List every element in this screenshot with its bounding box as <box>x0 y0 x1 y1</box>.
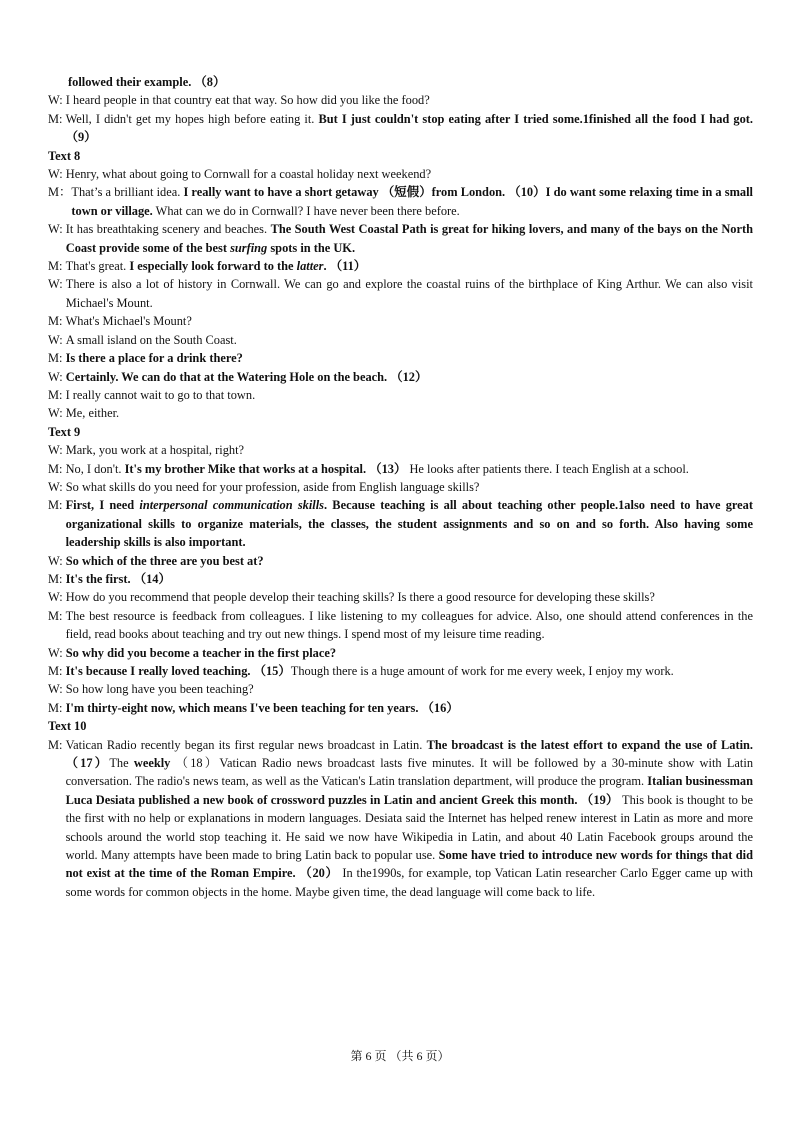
dialogue-line <box>48 110 753 147</box>
dialogue-line <box>48 165 753 183</box>
utterance-text <box>66 570 753 588</box>
transcript-text: That's great. <box>65 259 130 274</box>
answer-text: Certainly. We can do that at the Watering Hole on the beach. （12） <box>65 369 428 384</box>
transcript-text: Text 9 <box>48 424 81 439</box>
utterance-text <box>66 662 753 680</box>
utterance-text <box>66 478 753 496</box>
speaker-label: W: <box>48 406 66 421</box>
utterance-text <box>66 91 753 109</box>
answer-text: The broadcast is the latest effort to expand the use of Latin. （17） <box>65 737 754 771</box>
transcript-text: Me, either. <box>65 406 120 421</box>
speaker-label: M: <box>48 351 66 366</box>
dialogue-line <box>48 552 753 570</box>
speaker-label: M: <box>48 259 66 274</box>
speaker-label: W: <box>48 93 66 108</box>
dialogue-line <box>48 699 753 717</box>
speaker-label: W: <box>48 645 66 660</box>
dialogue-line <box>48 736 753 902</box>
utterance-text <box>66 312 753 330</box>
transcript-page <box>48 73 753 901</box>
dialogue-line <box>48 349 753 367</box>
speaker-label: M: <box>48 571 66 586</box>
utterance-text <box>66 220 753 257</box>
speaker-label: W: <box>48 553 66 568</box>
answer-text <box>139 498 324 512</box>
speaker-label: W: <box>48 682 66 697</box>
utterance-text <box>71 183 753 220</box>
section-heading <box>48 717 753 735</box>
answer-text: I especially look forward to the <box>129 259 297 274</box>
dialogue-line <box>48 331 753 349</box>
utterance-text <box>66 165 753 183</box>
answer-text: Italian businessman Luca Desiata published a new book of crossword puzzles in Latin and ancient Greek this month. （19） <box>65 774 753 807</box>
answer-text: It's because I really loved teaching. （15） <box>65 664 291 678</box>
utterance-text <box>66 699 753 717</box>
dialogue-line <box>48 441 753 459</box>
transcript-text: Though there is a huge amount of work for me every week, I enjoy my work. <box>290 664 674 678</box>
answer-text: followed their example. （8） <box>68 75 226 89</box>
transcript-text: It has breathtaking scenery and beaches. <box>65 222 271 237</box>
utterance-text <box>66 588 753 606</box>
dialogue-line <box>48 257 753 275</box>
answer-text: So which of the three are you best at? <box>65 553 264 568</box>
speaker-label: M: <box>48 664 66 678</box>
utterance-text <box>66 680 753 698</box>
dialogue-line <box>48 460 753 478</box>
transcript-text: （18）Vatican Radio news broadcast lasts five minutes. It will be followed by a 30-minute show with Latin conversation. The radio's news team, as well as the Vatican's Latin translation department, will produce the program. <box>65 756 754 789</box>
dialogue-line <box>48 607 753 644</box>
utterance-text <box>66 257 753 275</box>
continued-line <box>48 73 753 91</box>
answer-text <box>230 241 267 255</box>
transcript-text: The <box>109 756 134 771</box>
transcript-text: So how long have you been teaching? <box>65 682 254 697</box>
answer-text: spots in the UK. <box>267 240 356 255</box>
speaker-label: W: <box>48 590 66 605</box>
speaker-label: M: <box>48 498 66 513</box>
dialogue-line <box>48 183 753 220</box>
speaker-label: W: <box>48 443 66 458</box>
dialogue-line <box>48 386 753 404</box>
answer-text: . （11） <box>323 259 367 274</box>
utterance-text <box>66 368 753 386</box>
speaker-label: M: <box>48 737 66 752</box>
section-heading <box>48 147 753 165</box>
transcript-text: A small island on the South Coast. <box>65 332 237 347</box>
dialogue-line <box>48 496 753 551</box>
transcript-text: There is also a lot of history in Cornwall. We can go and explore the coastal ruins of the birthplace of King Arthur. We can also visit Michael's Mount. <box>65 277 753 310</box>
dialogue-line <box>48 644 753 662</box>
answer-text: Is there a place for a drink there? <box>65 351 243 366</box>
transcript-text: I really cannot wait to go to that town. <box>65 387 256 402</box>
dialogue-line <box>48 368 753 386</box>
transcript-text: Vatican Radio recently began its first regular news broadcast in Latin. <box>65 737 427 752</box>
dialogue-line <box>48 680 753 698</box>
dialogue-line <box>48 588 753 606</box>
transcript-text: That’s a brilliant idea. <box>71 185 184 200</box>
italic-text: surfing <box>230 240 268 255</box>
transcript-text: Well, I didn't get my hopes high before eating it. <box>65 111 319 126</box>
page-footer: 第 6 页 （共 6 页） <box>350 1049 450 1063</box>
speaker-label: W: <box>48 222 66 237</box>
utterance-text <box>66 404 753 422</box>
dialogue-line <box>48 275 753 312</box>
answer-text: It's my brother Mike that works at a hospital. （13） <box>124 461 407 476</box>
utterance-text <box>66 644 753 662</box>
answer-text: weekly <box>133 756 171 771</box>
speaker-label: W: <box>48 332 66 347</box>
answer-text: I really want to have a short getaway （短假）from London. （10）I do want some relaxing time in a small town or village. <box>71 185 753 218</box>
speaker-label: W: <box>48 479 66 494</box>
answer-text: So why did you become a teacher in the first place? <box>65 645 337 660</box>
transcript-text: In the1990s, for example, top Vatican Latin researcher Carlo Egger came up with some words for common objects in the home. Maybe given time, the dead language will come back to life. <box>65 866 753 899</box>
utterance-text <box>66 441 753 459</box>
utterance-text <box>66 736 753 902</box>
speaker-label: M: <box>48 111 66 126</box>
speaker-label: M： <box>48 185 72 200</box>
answer-text: But I just couldn't stop eating after I tried some.1finished all the food I had got. （9） <box>65 111 754 145</box>
utterance-text <box>66 275 753 312</box>
transcript-text: What can we do in Cornwall? I have never been there before. <box>152 203 460 218</box>
utterance-text <box>66 552 753 570</box>
transcript-text: Text 10 <box>48 719 87 734</box>
transcript-text: Text 8 <box>48 148 81 163</box>
transcript-text: No, I don't. <box>65 461 125 476</box>
section-heading <box>48 423 753 441</box>
answer-text: First, I need <box>65 498 140 513</box>
transcript-text: So what skills do you need for your profession, aside from English language skills? <box>65 479 480 494</box>
transcript-text: Henry, what about going to Cornwall for a coastal holiday next weekend? <box>65 167 432 182</box>
transcript-text: I heard people in that country eat that way. So how did you like the food? <box>65 93 430 108</box>
speaker-label: M: <box>48 700 66 715</box>
italic-text: latter <box>296 259 324 274</box>
transcript-text: Mark, you work at a hospital, right? <box>65 443 245 458</box>
speaker-label: M: <box>48 608 66 623</box>
utterance-text <box>66 496 753 551</box>
utterance-text <box>66 607 753 644</box>
speaker-label: M: <box>48 387 66 402</box>
answer-text: Some have tried to introduce new words for things that did not exist at the time of the Roman Empire. （20） <box>65 848 753 881</box>
transcript-text: This book is thought to be the first with no help or explanations in modern languages. Desiata said the Internet has helped renew interest in Latin as more and more schools around the world stop teaching it. He said we now have Wikipedia in Latin, and about 40 Latin Facebook groups around the world. Many attempts have been made to bring Latin back to popular use. <box>65 792 753 863</box>
transcript-text: How do you recommend that people develop their teaching skills? Is there a good resource for developing these skills? <box>65 590 655 605</box>
dialogue-line <box>48 404 753 422</box>
transcript-text: What's Michael's Mount? <box>65 314 192 329</box>
utterance-text <box>66 460 753 478</box>
dialogue-line <box>48 312 753 330</box>
answer-text: I'm thirty-eight now, which means I've been teaching for ten years. （16） <box>65 700 459 715</box>
speaker-label: M: <box>48 461 66 476</box>
utterance-text <box>66 331 753 349</box>
answer-text: . Because teaching is all about teaching other people.1also need to have great organizational skills to organize materials, the classes, the student assignments and so on and so forth. Also having some leadership skills is also important. <box>65 498 753 550</box>
dialogue-line <box>48 662 753 680</box>
speaker-label: W: <box>48 369 66 384</box>
utterance-text <box>66 110 753 147</box>
speaker-label: M: <box>48 314 66 329</box>
speaker-label: W: <box>48 167 66 182</box>
transcript-text: The best resource is feedback from colleagues. I like listening to my colleagues for advice. Also, one should attend conferences in the field, read books about teaching and try out new things. I spend most of my leisure time reading. <box>65 608 753 642</box>
speaker-label: W: <box>48 277 66 292</box>
dialogue-line <box>48 91 753 109</box>
utterance-text <box>66 386 753 404</box>
answer-text: The South West Coastal Path is great for hiking lovers, and many of the bays on the North Coast provide some of the best <box>65 222 753 255</box>
dialogue-line <box>48 478 753 496</box>
italic-text: interpersonal communication skills <box>139 498 324 513</box>
answer-text <box>297 259 324 273</box>
utterance-text <box>66 349 753 367</box>
dialogue-line <box>48 220 753 257</box>
answer-text: It's the first. （14） <box>65 571 171 586</box>
transcript-text: He looks after patients there. I teach English at a school. <box>406 461 689 476</box>
dialogue-line <box>48 570 753 588</box>
